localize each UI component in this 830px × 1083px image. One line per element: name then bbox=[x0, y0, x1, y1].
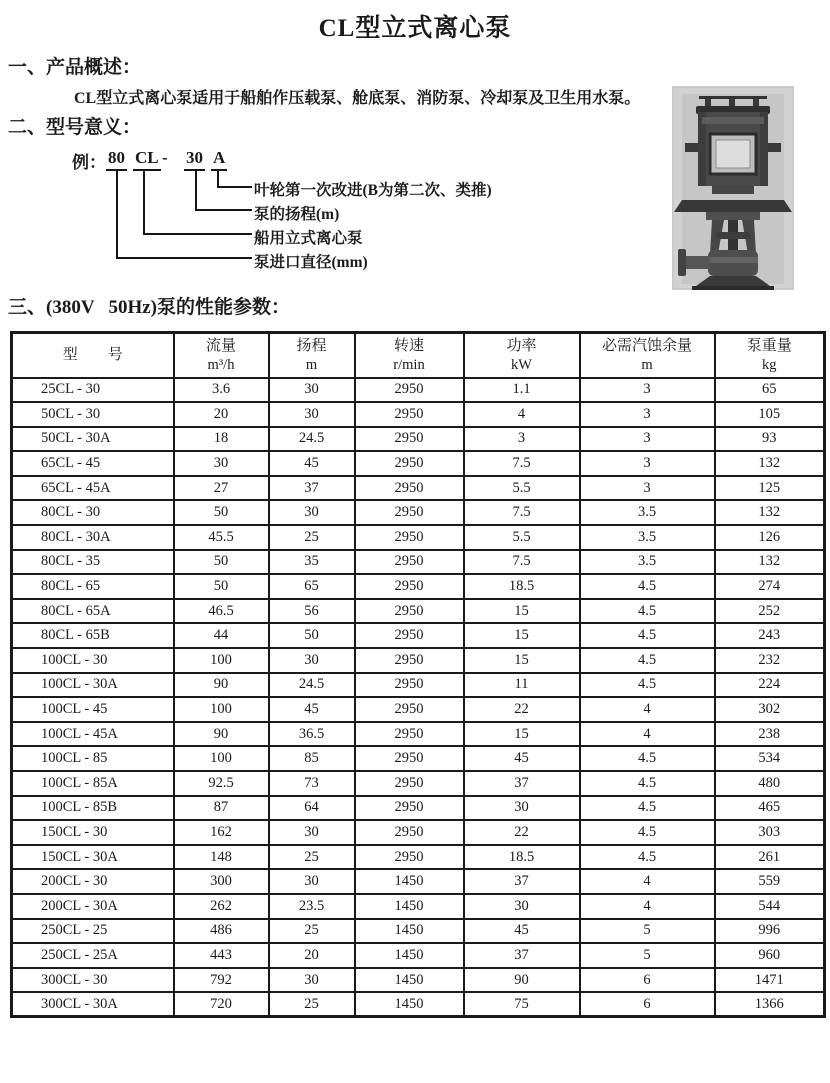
table-row bbox=[12, 378, 825, 403]
value-cell: 3.5 bbox=[580, 525, 715, 550]
value-cell: 4 bbox=[580, 869, 715, 894]
value-cell: 486 bbox=[174, 919, 269, 944]
value-cell: 25 bbox=[269, 992, 355, 1017]
value-cell: 126 bbox=[715, 525, 825, 550]
model-cell: 65CL - 45A bbox=[12, 476, 174, 501]
table-row bbox=[12, 919, 825, 944]
value-cell: 4.5 bbox=[580, 845, 715, 870]
value-cell: 132 bbox=[715, 451, 825, 476]
value-cell: 5.5 bbox=[464, 476, 580, 501]
value-cell: 2950 bbox=[355, 599, 464, 624]
table-row bbox=[12, 402, 825, 427]
value-cell: 20 bbox=[174, 402, 269, 427]
value-cell: 45 bbox=[464, 919, 580, 944]
diagram-connector-lines bbox=[60, 166, 260, 266]
example-variant-code: A bbox=[211, 148, 227, 171]
value-cell: 25 bbox=[269, 919, 355, 944]
table-row bbox=[12, 943, 825, 968]
value-cell: 2950 bbox=[355, 451, 464, 476]
value-cell: 24.5 bbox=[269, 427, 355, 452]
value-cell: 44 bbox=[174, 623, 269, 648]
model-cell: 100CL - 45A bbox=[12, 722, 174, 747]
value-cell: 792 bbox=[174, 968, 269, 993]
example-prefix: 例： bbox=[72, 153, 106, 172]
section1-body: CL型立式离心泵适用于船舶作压载泵、舱底泵、消防泵、冷却泵及卫生用水泵。 bbox=[74, 90, 641, 107]
value-cell: 2950 bbox=[355, 500, 464, 525]
value-cell: 274 bbox=[715, 574, 825, 599]
value-cell: 1.1 bbox=[464, 378, 580, 403]
value-cell: 534 bbox=[715, 746, 825, 771]
value-cell: 37 bbox=[464, 771, 580, 796]
model-cell: 80CL - 65 bbox=[12, 574, 174, 599]
value-cell: 148 bbox=[174, 845, 269, 870]
table-row bbox=[12, 550, 825, 575]
model-cell: 50CL - 30 bbox=[12, 402, 174, 427]
value-cell: 1450 bbox=[355, 943, 464, 968]
section1-heading: 一、产品概述： bbox=[8, 57, 142, 78]
value-cell: 252 bbox=[715, 599, 825, 624]
value-cell: 105 bbox=[715, 402, 825, 427]
value-cell: 303 bbox=[715, 820, 825, 845]
value-cell: 132 bbox=[715, 550, 825, 575]
value-cell: 50 bbox=[269, 623, 355, 648]
value-cell: 261 bbox=[715, 845, 825, 870]
value-cell: 2950 bbox=[355, 476, 464, 501]
value-cell: 3 bbox=[580, 451, 715, 476]
value-cell: 465 bbox=[715, 796, 825, 821]
value-cell: 18.5 bbox=[464, 574, 580, 599]
model-cell: 250CL - 25 bbox=[12, 919, 174, 944]
pump-photo bbox=[672, 86, 794, 290]
value-cell: 46.5 bbox=[174, 599, 269, 624]
label-inlet-diameter: 泵进口直径(mm) bbox=[254, 254, 368, 271]
model-cell: 100CL - 85A bbox=[12, 771, 174, 796]
value-cell: 3 bbox=[580, 402, 715, 427]
model-cell: 300CL - 30 bbox=[12, 968, 174, 993]
table-row bbox=[12, 722, 825, 747]
value-cell: 2950 bbox=[355, 648, 464, 673]
value-cell: 1450 bbox=[355, 894, 464, 919]
value-cell: 2950 bbox=[355, 427, 464, 452]
value-cell: 92.5 bbox=[174, 771, 269, 796]
value-cell: 4 bbox=[580, 722, 715, 747]
table-row bbox=[12, 623, 825, 648]
value-cell: 45 bbox=[269, 697, 355, 722]
value-cell: 73 bbox=[269, 771, 355, 796]
column-header: 必需汽蚀余量 m bbox=[580, 333, 715, 378]
table-row bbox=[12, 771, 825, 796]
model-cell: 100CL - 30 bbox=[12, 648, 174, 673]
value-cell: 232 bbox=[715, 648, 825, 673]
value-cell: 720 bbox=[174, 992, 269, 1017]
value-cell: 4.5 bbox=[580, 820, 715, 845]
column-header: 泵重量 kg bbox=[715, 333, 825, 378]
value-cell: 5 bbox=[580, 943, 715, 968]
value-cell: 4.5 bbox=[580, 673, 715, 698]
value-cell: 20 bbox=[269, 943, 355, 968]
example-inlet-code: 80 bbox=[106, 148, 127, 171]
value-cell: 2950 bbox=[355, 845, 464, 870]
value-cell: 2950 bbox=[355, 402, 464, 427]
model-cell: 50CL - 30A bbox=[12, 427, 174, 452]
table-row bbox=[12, 796, 825, 821]
value-cell: 3 bbox=[580, 476, 715, 501]
value-cell: 50 bbox=[174, 574, 269, 599]
value-cell: 1366 bbox=[715, 992, 825, 1017]
column-header: 流量 m³/h bbox=[174, 333, 269, 378]
value-cell: 2950 bbox=[355, 550, 464, 575]
value-cell: 4.5 bbox=[580, 623, 715, 648]
model-cell: 150CL - 30 bbox=[12, 820, 174, 845]
perf-table-body bbox=[12, 378, 825, 1017]
value-cell: 1450 bbox=[355, 968, 464, 993]
value-cell: 7.5 bbox=[464, 550, 580, 575]
table-row bbox=[12, 845, 825, 870]
value-cell: 6 bbox=[580, 968, 715, 993]
value-cell: 85 bbox=[269, 746, 355, 771]
value-cell: 544 bbox=[715, 894, 825, 919]
label-pump-head: 泵的扬程(m) bbox=[254, 206, 340, 223]
value-cell: 996 bbox=[715, 919, 825, 944]
table-row bbox=[12, 574, 825, 599]
value-cell: 100 bbox=[174, 648, 269, 673]
value-cell: 30 bbox=[269, 820, 355, 845]
table-row bbox=[12, 476, 825, 501]
value-cell: 23.5 bbox=[269, 894, 355, 919]
column-header: 扬程 m bbox=[269, 333, 355, 378]
value-cell: 262 bbox=[174, 894, 269, 919]
value-cell: 1450 bbox=[355, 869, 464, 894]
value-cell: 45 bbox=[269, 451, 355, 476]
value-cell: 15 bbox=[464, 623, 580, 648]
value-cell: 3 bbox=[464, 427, 580, 452]
label-impeller-revision: 叶轮第一次改进(B为第二次、类推) bbox=[254, 182, 492, 199]
table-row bbox=[12, 673, 825, 698]
value-cell: 2950 bbox=[355, 574, 464, 599]
value-cell: 4.5 bbox=[580, 771, 715, 796]
value-cell: 100 bbox=[174, 746, 269, 771]
column-header: 转速 r/min bbox=[355, 333, 464, 378]
value-cell: 64 bbox=[269, 796, 355, 821]
value-cell: 37 bbox=[464, 943, 580, 968]
value-cell: 132 bbox=[715, 500, 825, 525]
table-header-row bbox=[12, 333, 825, 378]
value-cell: 15 bbox=[464, 722, 580, 747]
value-cell: 162 bbox=[174, 820, 269, 845]
model-cell: 80CL - 65B bbox=[12, 623, 174, 648]
value-cell: 22 bbox=[464, 820, 580, 845]
value-cell: 5 bbox=[580, 919, 715, 944]
value-cell: 7.5 bbox=[464, 451, 580, 476]
model-cell: 200CL - 30 bbox=[12, 869, 174, 894]
table-row bbox=[12, 820, 825, 845]
value-cell: 30 bbox=[269, 378, 355, 403]
value-cell: 302 bbox=[715, 697, 825, 722]
value-cell: 2950 bbox=[355, 722, 464, 747]
value-cell: 18.5 bbox=[464, 845, 580, 870]
value-cell: 90 bbox=[174, 673, 269, 698]
value-cell: 65 bbox=[269, 574, 355, 599]
table-row bbox=[12, 500, 825, 525]
model-cell: 80CL - 65A bbox=[12, 599, 174, 624]
value-cell: 36.5 bbox=[269, 722, 355, 747]
value-cell: 2950 bbox=[355, 796, 464, 821]
value-cell: 4.5 bbox=[580, 599, 715, 624]
model-cell: 100CL - 85B bbox=[12, 796, 174, 821]
page-title: CL型立式离心泵 bbox=[318, 15, 512, 42]
value-cell: 15 bbox=[464, 648, 580, 673]
model-cell: 80CL - 35 bbox=[12, 550, 174, 575]
value-cell: 4.5 bbox=[580, 746, 715, 771]
model-cell: 65CL - 45 bbox=[12, 451, 174, 476]
value-cell: 2950 bbox=[355, 771, 464, 796]
value-cell: 87 bbox=[174, 796, 269, 821]
table-row bbox=[12, 894, 825, 919]
value-cell: 2950 bbox=[355, 623, 464, 648]
value-cell: 35 bbox=[269, 550, 355, 575]
value-cell: 30 bbox=[269, 500, 355, 525]
value-cell: 25 bbox=[269, 525, 355, 550]
value-cell: 30 bbox=[464, 796, 580, 821]
value-cell: 2950 bbox=[355, 378, 464, 403]
value-cell: 24.5 bbox=[269, 673, 355, 698]
table-row bbox=[12, 697, 825, 722]
model-cell: 80CL - 30A bbox=[12, 525, 174, 550]
value-cell: 4.5 bbox=[580, 648, 715, 673]
value-cell: 6 bbox=[580, 992, 715, 1017]
value-cell: 27 bbox=[174, 476, 269, 501]
value-cell: 2950 bbox=[355, 673, 464, 698]
value-cell: 30 bbox=[464, 894, 580, 919]
value-cell: 30 bbox=[269, 968, 355, 993]
value-cell: 1450 bbox=[355, 919, 464, 944]
value-cell: 2950 bbox=[355, 746, 464, 771]
value-cell: 3.6 bbox=[174, 378, 269, 403]
model-cell: 200CL - 30A bbox=[12, 894, 174, 919]
value-cell: 4.5 bbox=[580, 796, 715, 821]
table-row bbox=[12, 968, 825, 993]
value-cell: 125 bbox=[715, 476, 825, 501]
table-row bbox=[12, 648, 825, 673]
value-cell: 90 bbox=[174, 722, 269, 747]
value-cell: 100 bbox=[174, 697, 269, 722]
example-head-code: 30 bbox=[184, 148, 205, 171]
table-row bbox=[12, 746, 825, 771]
value-cell: 30 bbox=[174, 451, 269, 476]
value-cell: 18 bbox=[174, 427, 269, 452]
value-cell: 3 bbox=[580, 427, 715, 452]
value-cell: 37 bbox=[464, 869, 580, 894]
value-cell: 15 bbox=[464, 599, 580, 624]
model-cell: 100CL - 45 bbox=[12, 697, 174, 722]
value-cell: 45 bbox=[464, 746, 580, 771]
section2-heading: 二、型号意义： bbox=[8, 117, 142, 138]
value-cell: 22 bbox=[464, 697, 580, 722]
table-row bbox=[12, 525, 825, 550]
value-cell: 4 bbox=[580, 894, 715, 919]
value-cell: 3.5 bbox=[580, 550, 715, 575]
value-cell: 443 bbox=[174, 943, 269, 968]
table-row bbox=[12, 992, 825, 1017]
value-cell: 2950 bbox=[355, 820, 464, 845]
value-cell: 5.5 bbox=[464, 525, 580, 550]
value-cell: 2950 bbox=[355, 697, 464, 722]
value-cell: 238 bbox=[715, 722, 825, 747]
value-cell: 25 bbox=[269, 845, 355, 870]
value-cell: 4.5 bbox=[580, 574, 715, 599]
model-cell: 300CL - 30A bbox=[12, 992, 174, 1017]
model-cell: 150CL - 30A bbox=[12, 845, 174, 870]
model-cell: 25CL - 30 bbox=[12, 378, 174, 403]
value-cell: 56 bbox=[269, 599, 355, 624]
model-cell: 250CL - 25A bbox=[12, 943, 174, 968]
value-cell: 30 bbox=[269, 869, 355, 894]
table-row bbox=[12, 599, 825, 624]
value-cell: 50 bbox=[174, 550, 269, 575]
value-cell: 300 bbox=[174, 869, 269, 894]
value-cell: 3 bbox=[580, 378, 715, 403]
value-cell: 45.5 bbox=[174, 525, 269, 550]
value-cell: 75 bbox=[464, 992, 580, 1017]
value-cell: 37 bbox=[269, 476, 355, 501]
example-series-code: CL bbox=[133, 148, 161, 171]
value-cell: 2950 bbox=[355, 525, 464, 550]
value-cell: 1450 bbox=[355, 992, 464, 1017]
label-pump-type: 船用立式离心泵 bbox=[254, 230, 363, 247]
table-row bbox=[12, 869, 825, 894]
value-cell: 224 bbox=[715, 673, 825, 698]
value-cell: 7.5 bbox=[464, 500, 580, 525]
value-cell: 93 bbox=[715, 427, 825, 452]
column-header: 型 号 bbox=[12, 333, 174, 378]
column-header: 功率 kW bbox=[464, 333, 580, 378]
section3-heading: 三、(380V 50Hz)泵的性能参数： bbox=[8, 297, 290, 318]
value-cell: 4 bbox=[580, 697, 715, 722]
value-cell: 3.5 bbox=[580, 500, 715, 525]
value-cell: 11 bbox=[464, 673, 580, 698]
value-cell: 243 bbox=[715, 623, 825, 648]
value-cell: 65 bbox=[715, 378, 825, 403]
table-row bbox=[12, 427, 825, 452]
value-cell: 960 bbox=[715, 943, 825, 968]
value-cell: 30 bbox=[269, 648, 355, 673]
value-cell: 30 bbox=[269, 402, 355, 427]
table-row bbox=[12, 451, 825, 476]
model-cell: 100CL - 30A bbox=[12, 673, 174, 698]
value-cell: 4 bbox=[464, 402, 580, 427]
model-cell: 80CL - 30 bbox=[12, 500, 174, 525]
value-cell: 1471 bbox=[715, 968, 825, 993]
value-cell: 90 bbox=[464, 968, 580, 993]
model-cell: 100CL - 85 bbox=[12, 746, 174, 771]
example-dash: - bbox=[162, 148, 168, 167]
value-cell: 50 bbox=[174, 500, 269, 525]
performance-table bbox=[10, 331, 826, 1018]
table-header bbox=[12, 333, 825, 378]
value-cell: 480 bbox=[715, 771, 825, 796]
value-cell: 559 bbox=[715, 869, 825, 894]
